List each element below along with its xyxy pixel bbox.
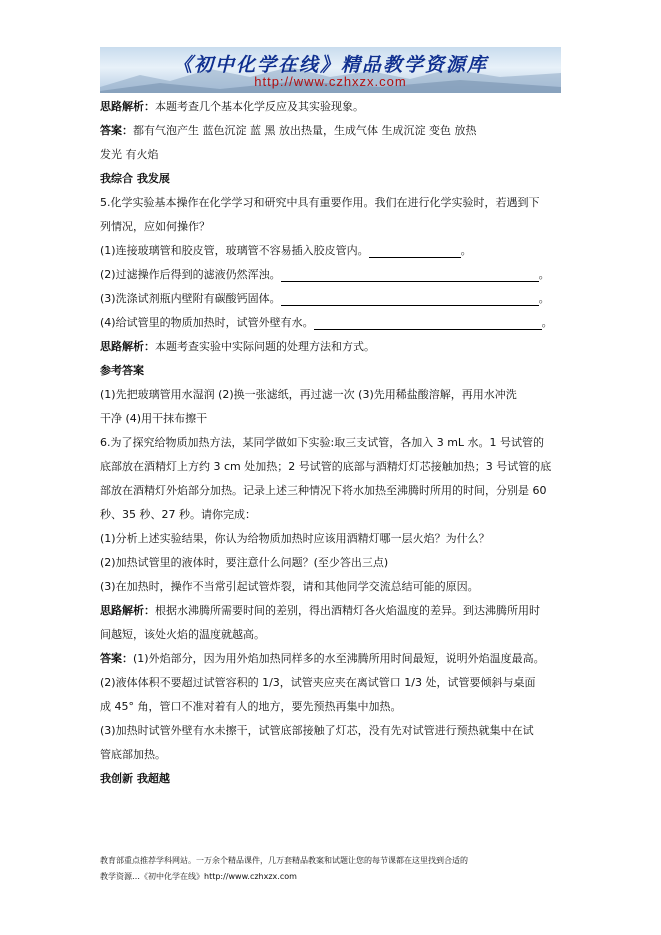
line-text: 本题考查几个基本化学反应及其实验现象。 (155, 100, 364, 113)
answer-blank[interactable] (369, 244, 461, 258)
footer-line-1: 教育部重点推荐学科网站。一万余个精品课件，几万套精品教案和试题让您的每节课都在这里找到合适的 (100, 856, 468, 865)
text-line (100, 599, 570, 623)
line-text: (2)加热试管里的液体时，要注意什么问题？(至少答出三点) (100, 556, 389, 569)
answer-blank[interactable] (281, 268, 539, 282)
line-text: (1)先把玻璃管用水湿润 (2)换一张滤纸，再过滤一次 (3)先用稀盐酸溶解，再用水冲洗 (100, 388, 517, 401)
line-text: 底部放在酒精灯上方约 3 cm 处加热；2 号试管的底部与酒精灯灯芯接触加热；3 号试管的底 (100, 460, 552, 473)
text-line (100, 167, 570, 191)
line-text: 6.为了探究给物质加热方法，某同学做如下实验:取三支试管，各加入 3 mL 水。1 号试管的 (100, 436, 545, 449)
line-text: (1)分析上述实验结果，你认为给物质加热时应该用酒精灯哪一层火焰？为什么？ (100, 532, 490, 545)
text-line (100, 239, 570, 263)
line-end-punct: 。 (460, 244, 472, 257)
line-text: 发光 有火焰 (100, 148, 159, 161)
text-line (100, 527, 570, 551)
page-footer (100, 853, 570, 885)
text-line (100, 479, 570, 503)
text-line (100, 695, 570, 719)
line-text: 本题考查实验中实际问题的处理方法和方式。 (155, 340, 375, 353)
answer-blank[interactable] (281, 292, 539, 306)
line-text: (3)加热时试管外壁有水未擦干，试管底部接触了灯芯，没有先对试管进行预热就集中在试 (100, 724, 534, 737)
answer-blank[interactable] (314, 316, 542, 330)
text-line (100, 671, 570, 695)
text-line (100, 143, 570, 167)
line-text: (3)在加热时，操作不当常引起试管炸裂，请和其他同学交流总结可能的原因。 (100, 580, 479, 593)
text-line (100, 551, 570, 575)
line-text: 部放在酒精灯外焰部分加热。记录上述三种情况下将水加热至沸腾时所用的时间，分别是 60 (100, 484, 547, 497)
line-text: 间越短，该处火焰的温度就越高。 (100, 628, 265, 641)
text-line (100, 503, 570, 527)
line-text: 秒、35 秒、27 秒。请你完成： (100, 508, 256, 521)
label-prefix: 答案： (100, 652, 133, 665)
text-line (100, 215, 570, 239)
label-prefix: 思路解析： (100, 604, 155, 617)
label-prefix: 思路解析： (100, 100, 155, 113)
question-text: (4)给试管里的物质加热时，试管外壁有水。 (100, 316, 314, 329)
text-line (100, 767, 570, 791)
line-text: (1)外焰部分，因为用外焰加热同样多的水至沸腾所用时间最短，说明外焰温度最高。 (133, 652, 545, 665)
text-line (100, 455, 570, 479)
section-heading: 我创新 我超越 (100, 772, 170, 785)
text-line (100, 383, 570, 407)
text-line (100, 119, 570, 143)
line-text: 成 45° 角，管口不准对着有人的地方，要先预热再集中加热。 (100, 700, 402, 713)
line-text: 根据水沸腾所需要时间的差别，得出酒精灯各火焰温度的差异。到达沸腾所用时 (155, 604, 540, 617)
text-line (100, 743, 570, 767)
footer-line-2: 教学资源…《初中化学在线》http://www.czhxzx.com (100, 872, 297, 881)
line-end-punct: 。 (538, 268, 550, 281)
line-text: 列情况，应如何操作？ (100, 220, 210, 233)
line-text: 干净 (4)用干抹布擦干 (100, 412, 208, 425)
question-text: (2)过滤操作后得到的滤液仍然浑浊。 (100, 268, 281, 281)
document-body (100, 95, 570, 791)
text-line (100, 431, 570, 455)
text-line (100, 263, 570, 287)
section-heading: 参考答案 (100, 364, 144, 377)
text-line (100, 407, 570, 431)
line-end-punct: 。 (541, 316, 553, 329)
line-text: 管底部加热。 (100, 748, 166, 761)
label-prefix: 答案： (100, 124, 133, 137)
text-line (100, 191, 570, 215)
line-end-punct: 。 (538, 292, 550, 305)
banner-title: 《初中化学在线》精品教学资源库 (172, 54, 488, 76)
banner-url[interactable]: http://www.czhxzx.com (254, 74, 407, 89)
text-line (100, 575, 570, 599)
text-line (100, 359, 570, 383)
text-line (100, 719, 570, 743)
line-text: 5.化学实验基本操作在化学学习和研究中具有重要作用。我们在进行化学实验时，若遇到下 (100, 196, 540, 209)
label-prefix: 思路解析： (100, 340, 155, 353)
line-text: (2)液体体积不要超过试管容积的 1/3，试管夹应夹在离试管口 1/3 处，试管要倾斜与桌面 (100, 676, 536, 689)
line-text: 都有气泡产生 蓝色沉淀 蓝 黑 放出热量，生成气体 生成沉淀 变色 放热 (133, 124, 477, 137)
text-line (100, 335, 570, 359)
text-line (100, 623, 570, 647)
question-text: (3)洗涤试剂瓶内壁附有碳酸钙固体。 (100, 292, 281, 305)
question-text: (1)连接玻璃管和胶皮管，玻璃管不容易插入胶皮管内。 (100, 244, 369, 257)
text-line (100, 287, 570, 311)
text-line (100, 95, 570, 119)
text-line (100, 647, 570, 671)
text-line (100, 311, 570, 335)
header-banner (100, 47, 561, 93)
section-heading: 我综合 我发展 (100, 172, 170, 185)
